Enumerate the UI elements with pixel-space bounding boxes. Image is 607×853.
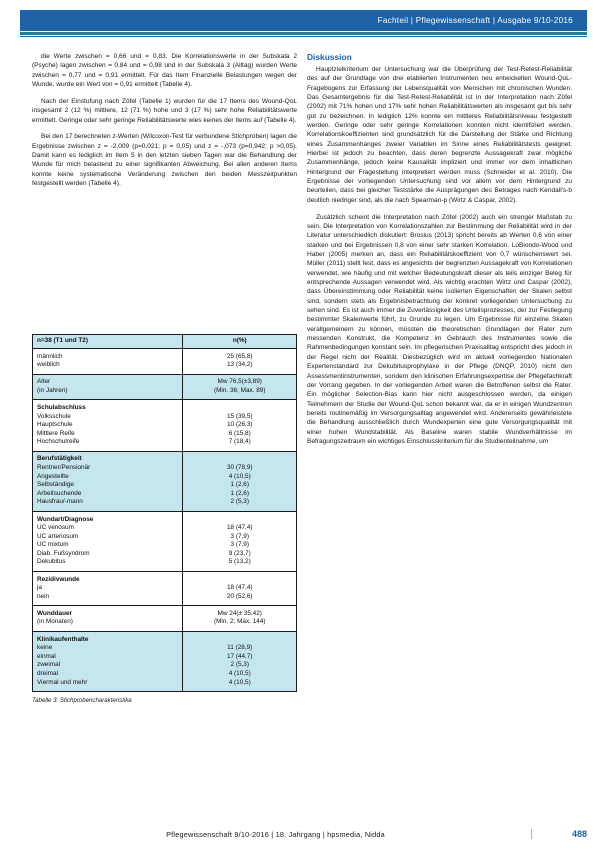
table-row-value: Mw 76,5(±3,89) — [217, 378, 262, 386]
table-row-label-cell — [33, 572, 183, 606]
table-row-label: Diab. Fußsyndrom — [37, 549, 90, 557]
table-row-value: 10 (26,3) — [226, 421, 253, 429]
table-row-value: 18 (47,4) — [226, 524, 253, 532]
table-row — [33, 400, 297, 451]
page-number: 488 — [531, 829, 587, 839]
section-heading-diskussion: Diskussion — [307, 52, 352, 62]
table-row-group-label: Berufstätigkeit — [37, 455, 82, 463]
table-body — [33, 349, 297, 692]
table-row-label: nein — [37, 592, 50, 600]
table-row — [33, 632, 297, 692]
header-accent-rule — [20, 32, 587, 35]
table-row-value: 9 (23,7) — [228, 549, 251, 557]
right-text-column — [307, 52, 572, 446]
table-caption: Tabelle 3: Stichprobencharakteristika — [32, 697, 132, 705]
table-row-value-cell — [183, 349, 297, 375]
table-row-value: (Min. 36; Max. 89) — [213, 386, 266, 394]
table-row-group-label: Schulabschluss — [37, 403, 86, 411]
table-row-label: Mittlere Reife — [37, 429, 75, 437]
table-row-value: 6 (15,8) — [228, 429, 251, 437]
table-row-label-cell — [33, 349, 183, 375]
paragraph: Bei den 17 berechneten z-Werten (Wilcoxon-Test für verbundene Stichproben) lagen die Ergebnisse zwischen z = -2,009 (p=0,021; p = 0,05) und z = -,073 (p=0,942; p >0,05). Damit kann es lediglich im Item 5 in den letzten sieben Tagen war die Behandlung der Wunde für mich belastend zu einer signifikanten Abweichung. Bei allen anderen Items konnte keine systematische Veränderung zwischen den beiden Messzeitpunkten festgestellt werden (Tabelle 4). — [32, 133, 297, 188]
table-header-label: n=38 (T1 und T2) — [33, 335, 183, 349]
table-row — [33, 374, 297, 400]
table-row-label: männlich — [37, 352, 63, 360]
table-row-value: 30 (78,9) — [226, 464, 253, 472]
table-row-label: Dekubitus — [37, 558, 66, 566]
table-row-label: weiblich — [37, 361, 60, 369]
table-row-value: 2 (5,3) — [230, 498, 249, 506]
table-row-value: 18 (47,4) — [226, 584, 253, 592]
table-row-group-label: Klinikaufenthalte — [37, 635, 89, 643]
table-row-value-cell — [183, 512, 297, 572]
table-row-value-spacer — [187, 636, 292, 645]
header-title: Fachteil | Pflegewissenschaft | Ausgabe 9/10-2016 — [377, 16, 573, 25]
table-row-value: 25 (65,8) — [226, 352, 253, 360]
table-row-label: dreimal — [37, 669, 58, 677]
table-row-value-spacer — [187, 455, 292, 464]
table-row-value-cell — [183, 374, 297, 400]
table-row-label: Arbeitsuchende — [37, 489, 82, 497]
header-bar — [20, 10, 587, 31]
table-row-label: zweimal — [37, 661, 61, 669]
table-row-value: 13 (34,2) — [226, 361, 253, 369]
table-row-label-cell — [33, 632, 183, 692]
table-row-value: 4 (10,5) — [228, 472, 251, 480]
table-row-label: Volksschule — [37, 412, 71, 420]
table-row — [33, 512, 297, 572]
page-footer — [20, 829, 587, 839]
table-row-label: Viermal und mehr — [37, 678, 88, 686]
table-row-label: ja — [37, 584, 42, 592]
table-row-label: UC venosum — [37, 524, 74, 532]
table-row-label: keine — [37, 644, 53, 652]
table-row-label: UC arteriosum — [37, 532, 79, 540]
table-row-label: Alter — [37, 378, 51, 386]
footer-citation: Pflegewissenschaft 9/10-2016 | 18. Jahrgang | hpsmedia, Nidda — [166, 829, 385, 839]
table-row-value-spacer — [187, 576, 292, 585]
table-row — [33, 451, 297, 511]
table-row-label-cell — [33, 451, 183, 511]
table-row-label: UC mixtum — [37, 541, 69, 549]
sample-characteristics-table — [32, 334, 297, 692]
table-row-value: 5 (13,2) — [228, 558, 251, 566]
table-row-label-cell — [33, 374, 183, 400]
left-text-column — [32, 52, 297, 188]
table-row-label: Selbständige — [37, 481, 74, 489]
table-row-value: 20 (52,6) — [226, 592, 253, 600]
table-row-value: 3 (7,9) — [230, 541, 249, 549]
table-row-group-label: Wundart/Diagnose — [37, 515, 94, 523]
sample-characteristics-table-block — [32, 334, 297, 704]
table-row-value-cell — [183, 451, 297, 511]
paragraph: die Werte zwischen = 0,66 und = 0,83. Die Korrelationswerte in der Subskala 2 (Psyche) lagen zwischen = 0,84 und = 0,98 und in der Subskala 3 (Alltag) wurden Werte zwischen = 0,77 und = 0,91 ermittelt. Für das Item Finanzielle Belastungen wegen der Wunde, wurde ein Wert von = 0,91 ermittelt (Tabelle 4). — [32, 53, 297, 89]
table-row-value: 1 (2,6) — [230, 489, 249, 497]
table-row-value: 11 (28,9) — [227, 644, 253, 652]
table-row-label: Wunddauer — [37, 609, 73, 617]
table-row-value: 17 (44,7) — [226, 652, 253, 660]
table-row-value-spacer — [187, 404, 292, 413]
table-row-label: (in Jahren) — [37, 386, 68, 394]
table-row-value: 7 (18,4) — [228, 438, 251, 446]
table-row-label: Angestellte — [37, 472, 69, 480]
table-row-value: 4 (10,5) — [228, 669, 251, 677]
table-row-value-cell — [183, 606, 297, 632]
table-header-row — [33, 335, 297, 349]
table-row-value: 3 (7,9) — [230, 532, 249, 540]
table-row-value-spacer — [187, 516, 292, 525]
table-row-value: 4 (10,5) — [228, 678, 251, 686]
table-row-label: Hauptschule — [37, 421, 73, 429]
table-row-value: Mw 24(± 35,42) — [217, 609, 262, 617]
table-row-value: 15 (39,5) — [226, 412, 253, 420]
table-row-value: 1 (2,6) — [230, 481, 249, 489]
table-row-value-cell — [183, 400, 297, 451]
table-row — [33, 606, 297, 632]
table-row-label: Hausfrau/-mann — [37, 498, 83, 506]
table-row-label: Hochschulreife — [37, 438, 80, 446]
paragraph: Nach der Einstufung nach Zöfel (Tabelle 1) wurden für die 17 Items des Wound-QoL insgesamt 2 (12 %) mittlere, 12 (71 %) hohe und 3 (17 %) sehr hohe Reliabilitätswerte ermittelt. Geringe oder sehr geringe Reliabilitätswerte wies keines der Items auf (Tabelle 4). — [32, 97, 297, 124]
paragraph: Hauptzielkriterium der Untersuchung war die Überprüfung der Test-Retest-Reliabilität des auf der Grundlage von drei etablierten Instrumenten neu entwickelten Wound-QoL-Fragebogens zur Erfassung der Lebensqualität von Menschen mit chronischen Wunden. Das Gesamtergebnis für die Test-Retest-Reliabilität ist in der Interpretation nach Zöfel (2002) mit 71% hohen und 17% sehr hohen Reliabilitätswerten als insgesamt gut bis sehr gut zu bezeichnen. In lediglich 12% konnte ein mittleres Reliabilitätsniveau festgestellt werden. Geringe oder sehr geringe Korrelationen konnten nicht identifiziert werden. Korrelationskoeffizienten sind grundsätzlich für die Darstellung der Stärke und Richtung eines Zusammenhanges zweier Variablen im Sinne eines Reliabilitätstests geeignet. Hierbei ist jedoch zu beachten, dass deren begrenzte Aussagekraft zwar mögliche Zusammenhänge, jedoch keine Kausalität impliziert und immer vor dem inhaltlichen Hintergrund der Fragestellung interpretiert werden muss (Schneider et al. 2010). Die Ergebnisse der vorliegenden Untersuchung sind vor allem vor dem Hintergrund zu beurteilen, dass bei gleicher Teststärke die Ausprägungen des Betrages nach Kendall's-b deutlich niedriger sind, als die nach Spearman-p (Wirtz & Caspar, 2002). — [307, 66, 572, 204]
table-row — [33, 572, 297, 606]
table-row-label-cell — [33, 400, 183, 451]
table-row — [33, 349, 297, 375]
table-row-label-cell — [33, 606, 183, 632]
table-row-value-cell — [183, 632, 297, 692]
page-header — [20, 10, 587, 36]
header-accent-rule-secondary — [20, 36, 587, 37]
table-row-label: (in Monaten) — [37, 618, 73, 626]
table-row-label: Rentner/Pensionär — [37, 464, 91, 472]
table-row-label-cell — [33, 512, 183, 572]
table-row-group-label: Rezidivwunde — [37, 575, 80, 583]
table-row-value-cell — [183, 572, 297, 606]
table-row-value: (Min. 2; Max. 144) — [213, 618, 266, 626]
table-row-label: einmal — [37, 652, 56, 660]
table-header-value: n(%) — [183, 335, 297, 349]
table-row-value: 2 (5,3) — [230, 661, 249, 669]
paragraph: Zusätzlich scheint die Interpretation nach Zöfel (2002) auch ein strenger Maßstab zu sein. Die Interpretation von Korrelationszahlen zur Bestimmung der Reliabilität wird in der Literatur unterschiedlich diskutiert: Brosius (2013) spricht bereits ab Werten 0,6 von einer starken und bei Ergebnissen 0,8 von einer sehr starken Korrelation. LoBiondo-Wood und Haber (2005) merken an, dass ein Reliabilitätskoeffizient von 0,7 wünschenswert sei. Müller (2011) stellt fest, dass es angesichts der begrenzten Aussagekraft von Korrelationen verwendet, wie häufig und mit welcher Bedeutungskraft dieser als teils einziger Beleg für entsprechende Aussagen verwendet wird. Als wichtig erachten Wirtz und Caspar (2002), dass Übereinstimmung oder Reliabilität keine isolierten Eigenschaften der Skalen selbst sind, sondern stets als Ergebnisbetrachtung der konkret vorliegenden Untersuchung zu sehen sind. Es ist auch immer die Zuverlässigkeit des Urteilsprozesses, der zur Festlegung bestimmter Skalenwerte führt, zu Grunde zu legen. Um Ergebnisse für einzelne Skalen verallgemeinern zu können, müssten die theoretischen Grundlagen der Rater zum messenden Konstrukt, die Kompetenz im Gebrauch des Instrumentes sowie die Rahmenbedingungen konstant sein. Im pflegerischen Praxisalltag entspricht dies jedoch in der Regel nicht der Realität. Diesbezüglich wird im aktuell vorliegenden Nationalen Expertenstandard zur Dekubitusprophylaxe in der Pflege (DNQP, 2010) nicht den Assessmentinstrumenten, sondern den klinischen Erfahrungsexpertise der Pflegefachkraft der Vorrang gegeben. In der vorliegenden Arbeit waren die Betroffenen selbst die Rater. Ein möglicher Selection-Bias kann hier nicht ausgeschlossen werden, da einigen Teilnehmern der Studie der Wound-QoL schon bekannt war, da er in einigen Wundzentren bereits routinemäßig im Versorgungsalltag angewendet wird. Andererseits gewährleistete die Behandlung ausschließlich durch Wundexperten eine gute Versorgungsqualität mit einer hohen Wundstabilität. Als Baseline waren stabile Wundverhältnisse im Befragungszeitraum ein wichtiges Einschlusskriterium für die Studienteilnahme, um — [307, 213, 572, 445]
